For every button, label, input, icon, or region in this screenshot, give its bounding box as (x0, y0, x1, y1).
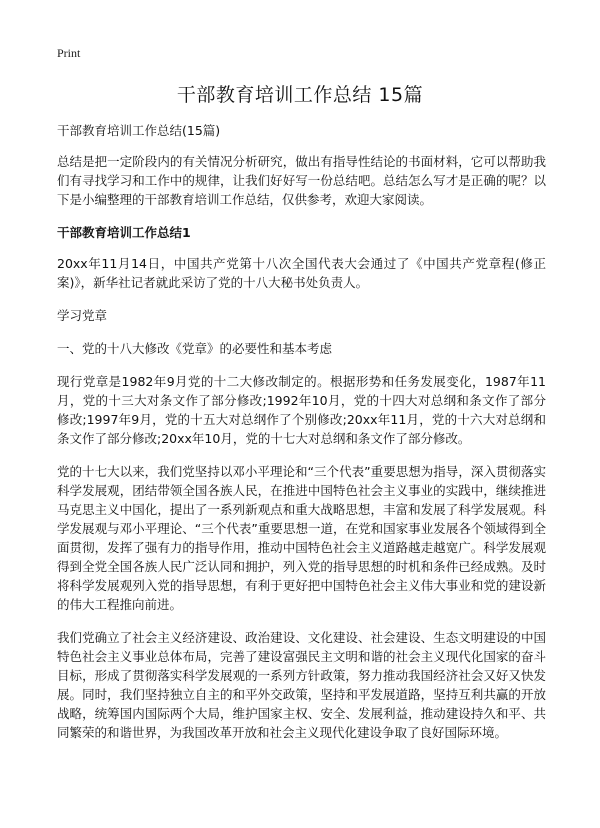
paragraph-history: 现行党章是1982年9月党的十二大修改制定的。根据形势和任务发展变化，1987年11月，党的十三大对条文作了部分修改;1992年10月，党的十四大对总纲和条文作了部分修改;1997年9月，党的十五大对总纲作了个别修改;20xx年11月，党的十六大对总纲和条文作了部分修改;20xx年10月，党的十七大对总纲和条文作了部分修改。 (57, 374, 546, 446)
paragraph-study-charter: 学习党章 (57, 308, 108, 323)
document-subtitle: 干部教育培训工作总结(15篇) (57, 123, 221, 138)
paragraph-layout: 我们党确立了社会主义经济建设、政治建设、文化建设、社会建设、生态文明建设的中国特色社会主义事业总体布局，完善了建设富强民主文明和谐的社会主义现代化国家的奋斗目标，形成了贯彻落实科学发展观的一系列方针政策，努力推动我国经济社会又好又快发展。同时，我们坚持独立自主的和平外交政策，坚持和平发展道路，坚持互利共赢的开放战略，统筹国内国际两个大局，维护国家主权、安全、发展利益，推动建设持久和平、共同繁荣的和谐世界，为我国改革开放和社会主义现代化建设争取了良好国际环境。 (57, 630, 546, 740)
paragraph-section-one: 一、党的十八大修改《党章》的必要性和基本考虑 (57, 341, 333, 356)
page-title: 干部教育培训工作总结 15篇 (176, 84, 424, 106)
section-heading: 干部教育培训工作总结1 (57, 225, 191, 240)
intro-paragraph: 总结是把一定阶段内的有关情况分析研究，做出有指导性结论的书面材料，它可以帮助我们有寻找学习和工作中的规律，让我们好好写一份总结吧。总结怎么写才是正确的呢？以下是小编整理的干部教育培训工作总结，仅供参考，欢迎大家阅读。 (57, 154, 546, 207)
paragraph-since-17th: 党的十七大以来，我们党坚持以邓小平理论和“三个代表”重要思想为指导，深入贯彻落实科学发展观，团结带领全国各族人民，在推进中国特色社会主义事业的实践中，继续推进马克思主义中国化，提出了一系列新观点和重大战略思想，丰富和发展了科学发展观。科学发展观与邓小平理论、“三个代表”重要思想一道，在党和国家事业发展各个领域得到全面贯彻，发挥了强有力的指导作用，推动中国特色社会主义道路越走越宽广。科学发展观得到全党全国各族人民广泛认同和拥护，列入党的指导思想的时机和条件已经成熟。及时将科学发展观列入党的指导思想，有利于更好把中国特色社会主义伟大事业和党的建设新的伟大工程推向前进。 (57, 464, 546, 612)
paragraph-news: 20xx年11月14日，中国共产党第十八次全国代表大会通过了《中国共产党章程(修正案)》，新华社记者就此采访了党的十八大秘书处负责人。 (57, 256, 546, 290)
print-link[interactable]: Print (57, 46, 81, 60)
document-body (57, 121, 546, 756)
